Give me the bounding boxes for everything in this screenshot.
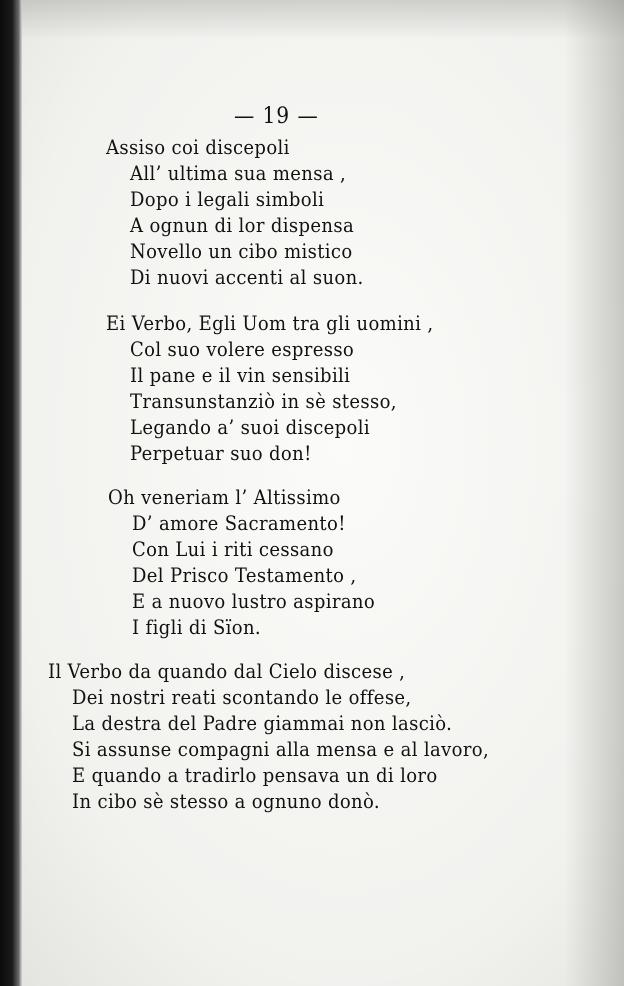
verse-line: E quando a tradirlo pensava un di loro: [72, 763, 438, 787]
verse-line: Di nuovi accenti al suon.: [130, 265, 364, 289]
verse-line: Si assunse compagni alla mensa e al lavoro,: [72, 737, 490, 761]
verse-line: Dopo i legali simboli: [130, 187, 325, 211]
verse-line: A ognun di lor dispensa: [130, 213, 355, 237]
verse-line: Transunstanziò in sè stesso,: [130, 389, 397, 413]
right-edge-shadow: [564, 0, 624, 986]
verse-line: E a nuovo lustro aspirano: [132, 589, 376, 613]
verse-line: Del Prisco Testamento ,: [132, 563, 357, 587]
verse-line: All’ ultima sua mensa ,: [130, 161, 347, 185]
verse-line: Ei Verbo, Egli Uom tra gli uomini ,: [106, 311, 434, 335]
verse-line: Il Verbo da quando dal Cielo discese ,: [48, 659, 406, 683]
verse-line: I figli di Sïon.: [132, 615, 262, 639]
verse-line: La destra del Padre giammai non lasciò.: [72, 711, 453, 735]
verse-line: Novello un cibo mistico: [130, 239, 353, 263]
verse-line: Legando a’ suoi discepoli: [130, 415, 370, 439]
verse-line: D’ amore Sacramento!: [132, 511, 346, 535]
verse-line: Dei nostri reati scontando le offese,: [72, 685, 412, 709]
verse-line: Il pane e il vin sensibili: [130, 363, 351, 387]
top-edge-shadow: [0, 0, 624, 40]
verse-line: Perpetuar suo don!: [130, 441, 312, 465]
verse-line: Con Lui i riti cessano: [132, 537, 334, 561]
verse-line: Col suo volere espresso: [130, 337, 355, 361]
book-spine-edge: [0, 0, 22, 986]
verse-line: In cibo sè stesso a ognuno donò.: [72, 789, 380, 813]
verse-line: Assiso coi discepoli: [106, 135, 290, 159]
verse-line: Oh veneriam l’ Altissimo: [108, 485, 341, 509]
page-number: — 19 —: [234, 104, 319, 129]
